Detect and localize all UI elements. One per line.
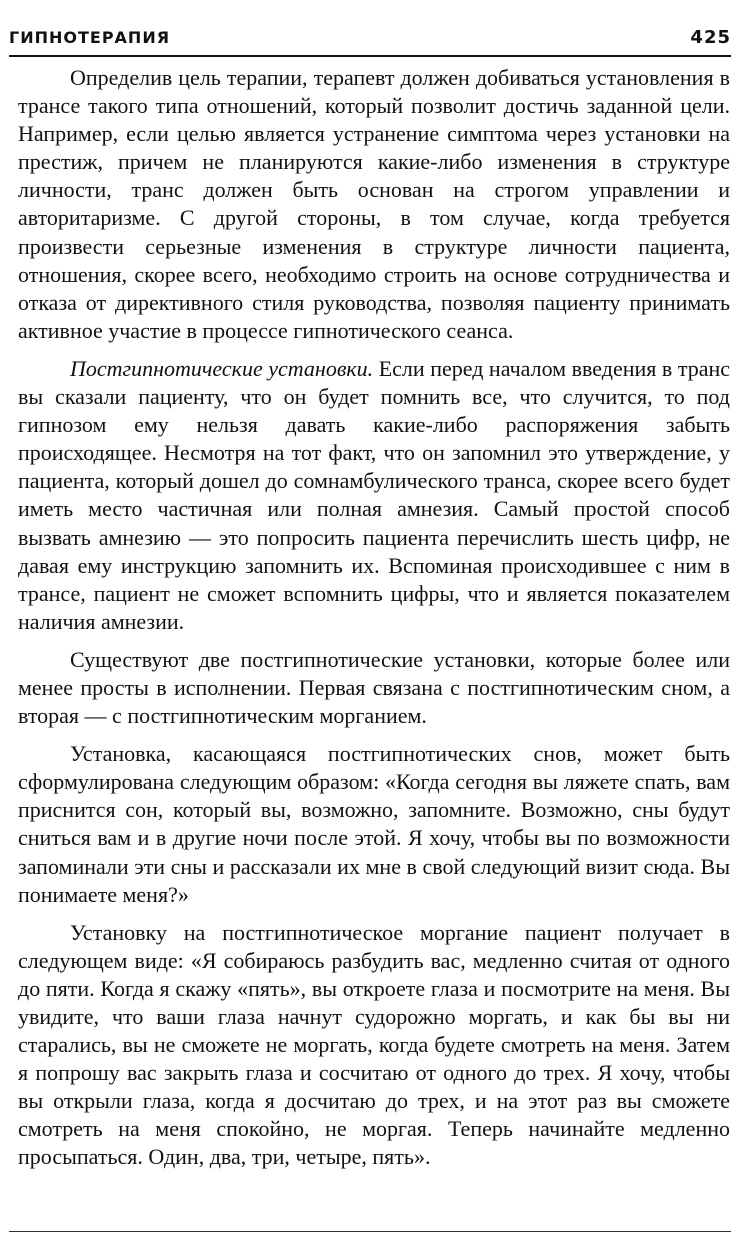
running-title: ГИПНОТЕРАПИЯ bbox=[9, 28, 171, 47]
paragraph-dream-suggestion: Установка, касающаяся постгипнотических снов, может быть сформулирована следующим образом: «Когда сегодня вы ляжете спать, вам приснится сон, который вы, возможно, запомните. Возможно, сны будут сниться вам и в другие ночи после этой. Я хочу, чтобы вы по возможности запоминали эти сны и рассказали их мне в свой следующий визит сюда. Вы понимаете меня?» bbox=[18, 741, 730, 907]
header-rule bbox=[9, 55, 731, 57]
running-header bbox=[9, 26, 731, 50]
footer-rule bbox=[9, 1231, 731, 1232]
page-number: 425 bbox=[690, 27, 731, 48]
body-text bbox=[18, 64, 730, 1182]
paragraph-two-suggestions: Существуют две постгипнотические установки, которые более или менее просты в исполнении. Первая связана с постгипнотическим сном, а вторая — с постгипнотическим морганием. bbox=[18, 646, 730, 729]
paragraph-posthypnotic-suggestions bbox=[18, 355, 730, 636]
paragraph-therapy-goal: Определив цель терапии, терапевт должен добиваться установления в трансе такого типа отношений, который позволит достичь заданной цели. Например, если целью является устранение симптома через установки на престиж, причем не планируются какие-либо изменения в структуре личности, транс должен быть основан на строгом управлении и авторитаризме. С другой стороны, в том случае, когда требуется произвести серьезные изменения в структуре личности пациента, отношения, скорее всего, необходимо строить на основе сотрудничества и отказа от директивного стиля руководства, позволяя пациенту принимать активное участие в процессе гипнотического сеанса. bbox=[18, 65, 730, 343]
run-in-heading: Постгипнотические установки. bbox=[70, 355, 374, 381]
paragraph-blinking-suggestion: Установку на постгипнотическое моргание пациент получает в следующем виде: «Я собираюсь разбудить вас, медленно считая от одного до пяти. Когда я скажу «пять», вы откроете глаза и посмотрите на меня. Вы увидите, что ваши глаза начнут судорожно моргать, и как бы вы ни старались, вы не сможете не моргать, когда будете смотреть на меня. Затем я попрошу вас закрыть глаза и сосчитаю от одного до трех. Я хочу, чтобы вы открыли глаза, когда я досчитаю до трех, и на этот раз вы сможете смотреть на меня спокойно, не моргая. Теперь начинайте медленно просыпаться. Один, два, три, четыре, пять». bbox=[18, 919, 730, 1170]
paragraph-text: Если перед началом введения в транс вы сказали пациенту, что он будет помнить все, что случится, то под гипнозом ему нельзя давать какие-либо распоряжения забыть происходящее. Несмотря на тот факт, что он запомнил это утверждение, у пациента, который дошел до сомнамбулического транса, скорее всего будет иметь место частичная или полная амнезия. Самый простой способ вызвать амнезию — это попросить пациента перечислить шесть цифр, не давая ему инструкцию запомнить их. Вспоминая происходившее с ним в трансе, пациент не сможет вспомнить цифры, что и является показателем наличия амнезии. bbox=[18, 355, 731, 634]
